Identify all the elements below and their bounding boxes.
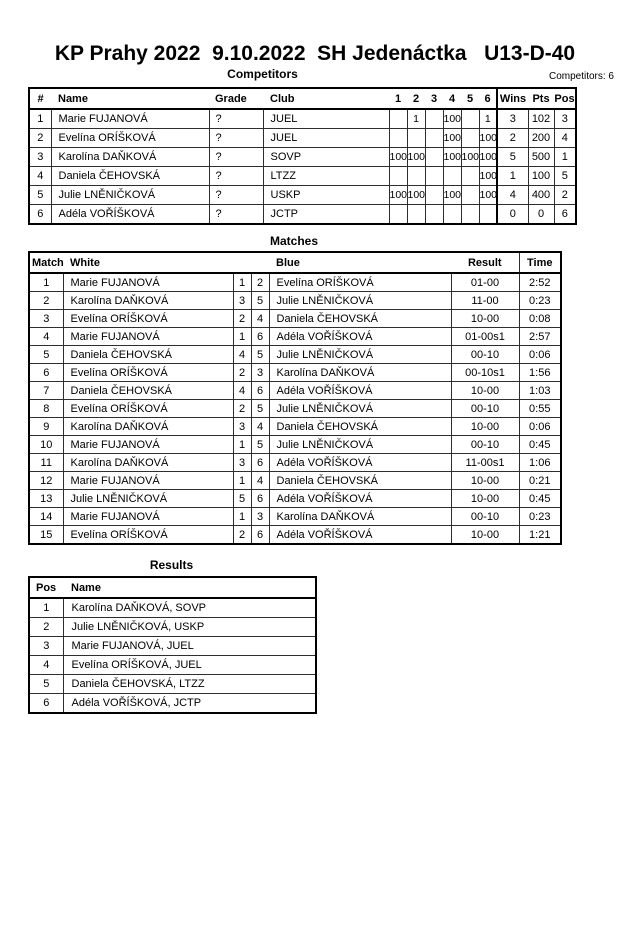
cell-pts: 100 <box>528 167 554 186</box>
cell-result: 11-00 <box>451 292 519 310</box>
cell-time: 0:55 <box>519 400 561 418</box>
cell-round-6: 100 <box>479 167 497 186</box>
cell-round-1 <box>389 205 407 225</box>
cell-round-4: 100 <box>443 186 461 205</box>
cell-white-seed: 2 <box>233 400 251 418</box>
match-row <box>29 346 561 364</box>
results-header-row <box>29 577 316 598</box>
competitors-table <box>28 87 577 225</box>
cell-result-name: Daniela ČEHOVSKÁ, LTZZ <box>63 675 316 694</box>
cell-round-6: 100 <box>479 186 497 205</box>
cell-white-name: Evelína ORÍŠKOVÁ <box>63 526 233 545</box>
cell-result: 01-00s1 <box>451 328 519 346</box>
cell-round-2 <box>407 129 425 148</box>
cell-competitor-club: JUEL <box>263 129 389 148</box>
cell-blue-seed: 4 <box>251 472 269 490</box>
cell-round-5 <box>461 109 479 129</box>
cell-blue-name: Adéla VOŘÍŠKOVÁ <box>269 526 451 545</box>
cell-result: 01-00 <box>451 273 519 292</box>
cell-white-seed: 1 <box>233 328 251 346</box>
cell-white-seed: 3 <box>233 454 251 472</box>
cell-result: 00-10 <box>451 436 519 454</box>
col-header-round-6: 6 <box>479 88 497 109</box>
cell-match-number: 4 <box>29 328 63 346</box>
cell-blue-name: Karolína DAŇKOVÁ <box>269 364 451 382</box>
cell-competitor-grade: ? <box>209 186 263 205</box>
col-header-white: White <box>63 252 233 273</box>
cell-blue-name: Karolína DAŇKOVÁ <box>269 508 451 526</box>
match-row <box>29 454 561 472</box>
cell-blue-seed: 6 <box>251 382 269 400</box>
col-header-white-number <box>233 252 251 273</box>
cell-pos: 6 <box>554 205 576 225</box>
cell-round-1: 100 <box>389 148 407 167</box>
cell-time: 0:23 <box>519 292 561 310</box>
cell-round-1 <box>389 109 407 129</box>
cell-wins: 5 <box>497 148 528 167</box>
cell-result-pos: 3 <box>29 637 63 656</box>
cell-competitor-grade: ? <box>209 167 263 186</box>
matches-table <box>28 251 562 545</box>
cell-competitor-club: JUEL <box>263 109 389 129</box>
col-header-round-3: 3 <box>425 88 443 109</box>
cell-white-seed: 5 <box>233 490 251 508</box>
cell-round-4: 100 <box>443 148 461 167</box>
results-heading: Results <box>149 558 194 572</box>
cell-white-name: Julie LNĚNIČKOVÁ <box>63 490 233 508</box>
cell-round-4 <box>443 167 461 186</box>
col-header-round-5: 5 <box>461 88 479 109</box>
cell-round-2 <box>407 167 425 186</box>
cell-competitor-grade: ? <box>209 205 263 225</box>
col-header-name: Name <box>51 88 209 109</box>
cell-blue-seed: 2 <box>251 273 269 292</box>
col-header-result-name: Name <box>63 577 316 598</box>
cell-wins: 0 <box>497 205 528 225</box>
cell-round-3 <box>425 167 443 186</box>
match-row <box>29 508 561 526</box>
col-header-number: # <box>29 88 51 109</box>
cell-round-6: 100 <box>479 148 497 167</box>
cell-time: 2:57 <box>519 328 561 346</box>
col-header-club: Club <box>263 88 389 109</box>
cell-result-pos: 2 <box>29 618 63 637</box>
cell-competitor-number: 4 <box>29 167 51 186</box>
cell-blue-seed: 6 <box>251 328 269 346</box>
cell-blue-name: Adéla VOŘÍŠKOVÁ <box>269 454 451 472</box>
cell-blue-seed: 4 <box>251 418 269 436</box>
cell-result: 10-00 <box>451 472 519 490</box>
cell-wins: 2 <box>497 129 528 148</box>
cell-round-2 <box>407 205 425 225</box>
cell-time: 1:56 <box>519 364 561 382</box>
cell-white-name: Marie FUJANOVÁ <box>63 273 233 292</box>
cell-round-1: 100 <box>389 186 407 205</box>
result-row <box>29 618 316 637</box>
match-row <box>29 310 561 328</box>
cell-result: 10-00 <box>451 526 519 545</box>
cell-round-2: 1 <box>407 109 425 129</box>
cell-time: 1:21 <box>519 526 561 545</box>
cell-result-name: Karolína DAŇKOVÁ, SOVP <box>63 598 316 618</box>
cell-result-pos: 1 <box>29 598 63 618</box>
cell-time: 0:23 <box>519 508 561 526</box>
page-title: KP Prahy 2022 9.10.2022 SH Jedenáctka U13-D-40 <box>54 42 576 65</box>
cell-round-3 <box>425 186 443 205</box>
cell-blue-seed: 6 <box>251 454 269 472</box>
competitor-row <box>29 148 576 167</box>
cell-result-pos: 6 <box>29 694 63 714</box>
cell-round-3 <box>425 205 443 225</box>
cell-time: 0:06 <box>519 346 561 364</box>
col-header-round-2: 2 <box>407 88 425 109</box>
cell-round-5: 100 <box>461 148 479 167</box>
cell-wins: 4 <box>497 186 528 205</box>
matches-header-row <box>29 252 561 273</box>
cell-competitor-name: Adéla VOŘÍŠKOVÁ <box>51 205 209 225</box>
cell-competitor-club: SOVP <box>263 148 389 167</box>
col-header-pts: Pts <box>528 88 554 109</box>
cell-result: 10-00 <box>451 382 519 400</box>
result-row <box>29 675 316 694</box>
cell-wins: 1 <box>497 167 528 186</box>
cell-result-pos: 5 <box>29 675 63 694</box>
competitors-header-row <box>29 88 576 109</box>
cell-pos: 4 <box>554 129 576 148</box>
cell-competitor-name: Evelína ORÍŠKOVÁ <box>51 129 209 148</box>
col-header-result-pos: Pos <box>29 577 63 598</box>
cell-blue-name: Daniela ČEHOVSKÁ <box>269 472 451 490</box>
cell-competitor-grade: ? <box>209 109 263 129</box>
cell-time: 0:08 <box>519 310 561 328</box>
match-row <box>29 328 561 346</box>
cell-white-seed: 3 <box>233 418 251 436</box>
cell-round-4: 100 <box>443 109 461 129</box>
result-row <box>29 598 316 618</box>
competitor-row <box>29 129 576 148</box>
cell-round-6 <box>479 205 497 225</box>
cell-blue-name: Adéla VOŘÍŠKOVÁ <box>269 382 451 400</box>
cell-round-5 <box>461 129 479 148</box>
cell-white-seed: 1 <box>233 273 251 292</box>
cell-round-1 <box>389 167 407 186</box>
cell-round-3 <box>425 148 443 167</box>
match-row <box>29 436 561 454</box>
cell-white-name: Marie FUJANOVÁ <box>63 508 233 526</box>
cell-pts: 500 <box>528 148 554 167</box>
matches-heading: Matches <box>269 234 319 248</box>
cell-white-seed: 4 <box>233 382 251 400</box>
cell-time: 1:06 <box>519 454 561 472</box>
cell-match-number: 3 <box>29 310 63 328</box>
cell-blue-name: Adéla VOŘÍŠKOVÁ <box>269 490 451 508</box>
cell-white-seed: 4 <box>233 346 251 364</box>
match-row <box>29 292 561 310</box>
match-row <box>29 472 561 490</box>
cell-result-name: Adéla VOŘÍŠKOVÁ, JCTP <box>63 694 316 714</box>
cell-time: 0:06 <box>519 418 561 436</box>
cell-result: 00-10 <box>451 508 519 526</box>
cell-white-seed: 2 <box>233 364 251 382</box>
cell-wins: 3 <box>497 109 528 129</box>
cell-blue-seed: 5 <box>251 436 269 454</box>
col-header-grade: Grade <box>209 88 263 109</box>
cell-blue-name: Julie LNĚNIČKOVÁ <box>269 400 451 418</box>
competitor-row <box>29 205 576 225</box>
col-header-blue-number <box>251 252 269 273</box>
col-header-blue: Blue <box>269 252 451 273</box>
cell-match-number: 2 <box>29 292 63 310</box>
cell-pos: 2 <box>554 186 576 205</box>
match-row <box>29 490 561 508</box>
cell-blue-seed: 3 <box>251 364 269 382</box>
cell-match-number: 7 <box>29 382 63 400</box>
cell-competitor-number: 6 <box>29 205 51 225</box>
cell-blue-name: Daniela ČEHOVSKÁ <box>269 418 451 436</box>
cell-result-name: Julie LNĚNIČKOVÁ, USKP <box>63 618 316 637</box>
cell-match-number: 8 <box>29 400 63 418</box>
cell-match-number: 15 <box>29 526 63 545</box>
cell-result: 10-00 <box>451 418 519 436</box>
result-row <box>29 656 316 675</box>
cell-round-3 <box>425 129 443 148</box>
cell-competitor-grade: ? <box>209 148 263 167</box>
cell-match-number: 12 <box>29 472 63 490</box>
cell-pos: 5 <box>554 167 576 186</box>
cell-match-number: 11 <box>29 454 63 472</box>
cell-white-name: Marie FUJANOVÁ <box>63 472 233 490</box>
cell-white-name: Karolína DAŇKOVÁ <box>63 418 233 436</box>
cell-competitor-grade: ? <box>209 129 263 148</box>
cell-blue-seed: 5 <box>251 400 269 418</box>
cell-result-name: Marie FUJANOVÁ, JUEL <box>63 637 316 656</box>
cell-competitor-club: LTZZ <box>263 167 389 186</box>
cell-round-4 <box>443 205 461 225</box>
cell-result: 10-00 <box>451 310 519 328</box>
col-header-round-4: 4 <box>443 88 461 109</box>
cell-competitor-club: JCTP <box>263 205 389 225</box>
cell-blue-seed: 6 <box>251 526 269 545</box>
cell-round-5 <box>461 205 479 225</box>
match-row <box>29 418 561 436</box>
result-row <box>29 694 316 714</box>
cell-round-6: 1 <box>479 109 497 129</box>
col-header-time: Time <box>519 252 561 273</box>
cell-result: 10-00 <box>451 490 519 508</box>
col-header-result: Result <box>451 252 519 273</box>
cell-white-name: Evelína ORÍŠKOVÁ <box>63 400 233 418</box>
cell-competitor-number: 5 <box>29 186 51 205</box>
cell-blue-seed: 4 <box>251 310 269 328</box>
competitor-row <box>29 109 576 129</box>
cell-white-seed: 2 <box>233 526 251 545</box>
col-header-round-1: 1 <box>389 88 407 109</box>
cell-blue-name: Adéla VOŘÍŠKOVÁ <box>269 328 451 346</box>
cell-competitor-name: Marie FUJANOVÁ <box>51 109 209 129</box>
cell-round-1 <box>389 129 407 148</box>
competitors-heading-row <box>0 67 630 84</box>
cell-time: 2:52 <box>519 273 561 292</box>
cell-match-number: 14 <box>29 508 63 526</box>
cell-time: 0:21 <box>519 472 561 490</box>
cell-time: 0:45 <box>519 436 561 454</box>
cell-round-5 <box>461 167 479 186</box>
cell-round-3 <box>425 109 443 129</box>
match-row <box>29 382 561 400</box>
cell-competitor-number: 1 <box>29 109 51 129</box>
cell-match-number: 5 <box>29 346 63 364</box>
col-header-match: Match <box>29 252 63 273</box>
cell-competitor-name: Julie LNĚNIČKOVÁ <box>51 186 209 205</box>
match-row <box>29 400 561 418</box>
cell-match-number: 1 <box>29 273 63 292</box>
competitors-count: Competitors: 6 <box>548 71 614 82</box>
competitor-row <box>29 186 576 205</box>
cell-match-number: 13 <box>29 490 63 508</box>
cell-round-6: 100 <box>479 129 497 148</box>
cell-competitor-number: 3 <box>29 148 51 167</box>
match-row <box>29 364 561 382</box>
cell-blue-seed: 5 <box>251 346 269 364</box>
cell-blue-name: Julie LNĚNIČKOVÁ <box>269 346 451 364</box>
cell-white-name: Marie FUJANOVÁ <box>63 436 233 454</box>
col-header-wins: Wins <box>497 88 528 109</box>
cell-blue-name: Evelína ORÍŠKOVÁ <box>269 273 451 292</box>
cell-result-pos: 4 <box>29 656 63 675</box>
cell-match-number: 10 <box>29 436 63 454</box>
competitor-row <box>29 167 576 186</box>
cell-blue-seed: 3 <box>251 508 269 526</box>
cell-competitor-name: Daniela ČEHOVSKÁ <box>51 167 209 186</box>
cell-blue-seed: 6 <box>251 490 269 508</box>
match-row <box>29 526 561 545</box>
cell-blue-name: Julie LNĚNIČKOVÁ <box>269 436 451 454</box>
cell-pts: 200 <box>528 129 554 148</box>
cell-match-number: 6 <box>29 364 63 382</box>
cell-pts: 0 <box>528 205 554 225</box>
cell-result: 11-00s1 <box>451 454 519 472</box>
cell-match-number: 9 <box>29 418 63 436</box>
cell-blue-name: Julie LNĚNIČKOVÁ <box>269 292 451 310</box>
cell-pts: 400 <box>528 186 554 205</box>
cell-white-seed: 3 <box>233 292 251 310</box>
cell-time: 1:03 <box>519 382 561 400</box>
cell-white-name: Evelína ORÍŠKOVÁ <box>63 364 233 382</box>
cell-white-name: Marie FUJANOVÁ <box>63 328 233 346</box>
cell-pts: 102 <box>528 109 554 129</box>
cell-white-name: Daniela ČEHOVSKÁ <box>63 382 233 400</box>
result-row <box>29 637 316 656</box>
cell-time: 0:45 <box>519 490 561 508</box>
cell-white-name: Evelína ORÍŠKOVÁ <box>63 310 233 328</box>
cell-round-2: 100 <box>407 186 425 205</box>
cell-white-name: Karolína DAŇKOVÁ <box>63 454 233 472</box>
cell-round-2: 100 <box>407 148 425 167</box>
cell-white-seed: 2 <box>233 310 251 328</box>
match-row <box>29 273 561 292</box>
cell-white-seed: 1 <box>233 472 251 490</box>
cell-round-4: 100 <box>443 129 461 148</box>
cell-white-seed: 1 <box>233 508 251 526</box>
cell-white-name: Daniela ČEHOVSKÁ <box>63 346 233 364</box>
cell-competitor-name: Karolína DAŇKOVÁ <box>51 148 209 167</box>
cell-competitor-number: 2 <box>29 129 51 148</box>
cell-competitor-club: USKP <box>263 186 389 205</box>
cell-blue-seed: 5 <box>251 292 269 310</box>
cell-round-5 <box>461 186 479 205</box>
competitors-heading: Competitors <box>227 67 298 81</box>
col-header-pos: Pos <box>554 88 576 109</box>
cell-result: 00-10 <box>451 346 519 364</box>
cell-result-name: Evelína ORÍŠKOVÁ, JUEL <box>63 656 316 675</box>
cell-pos: 1 <box>554 148 576 167</box>
cell-result: 00-10 <box>451 400 519 418</box>
cell-white-name: Karolína DAŇKOVÁ <box>63 292 233 310</box>
cell-blue-name: Daniela ČEHOVSKÁ <box>269 310 451 328</box>
cell-result: 00-10s1 <box>451 364 519 382</box>
results-table <box>28 576 317 714</box>
cell-white-seed: 1 <box>233 436 251 454</box>
cell-pos: 3 <box>554 109 576 129</box>
